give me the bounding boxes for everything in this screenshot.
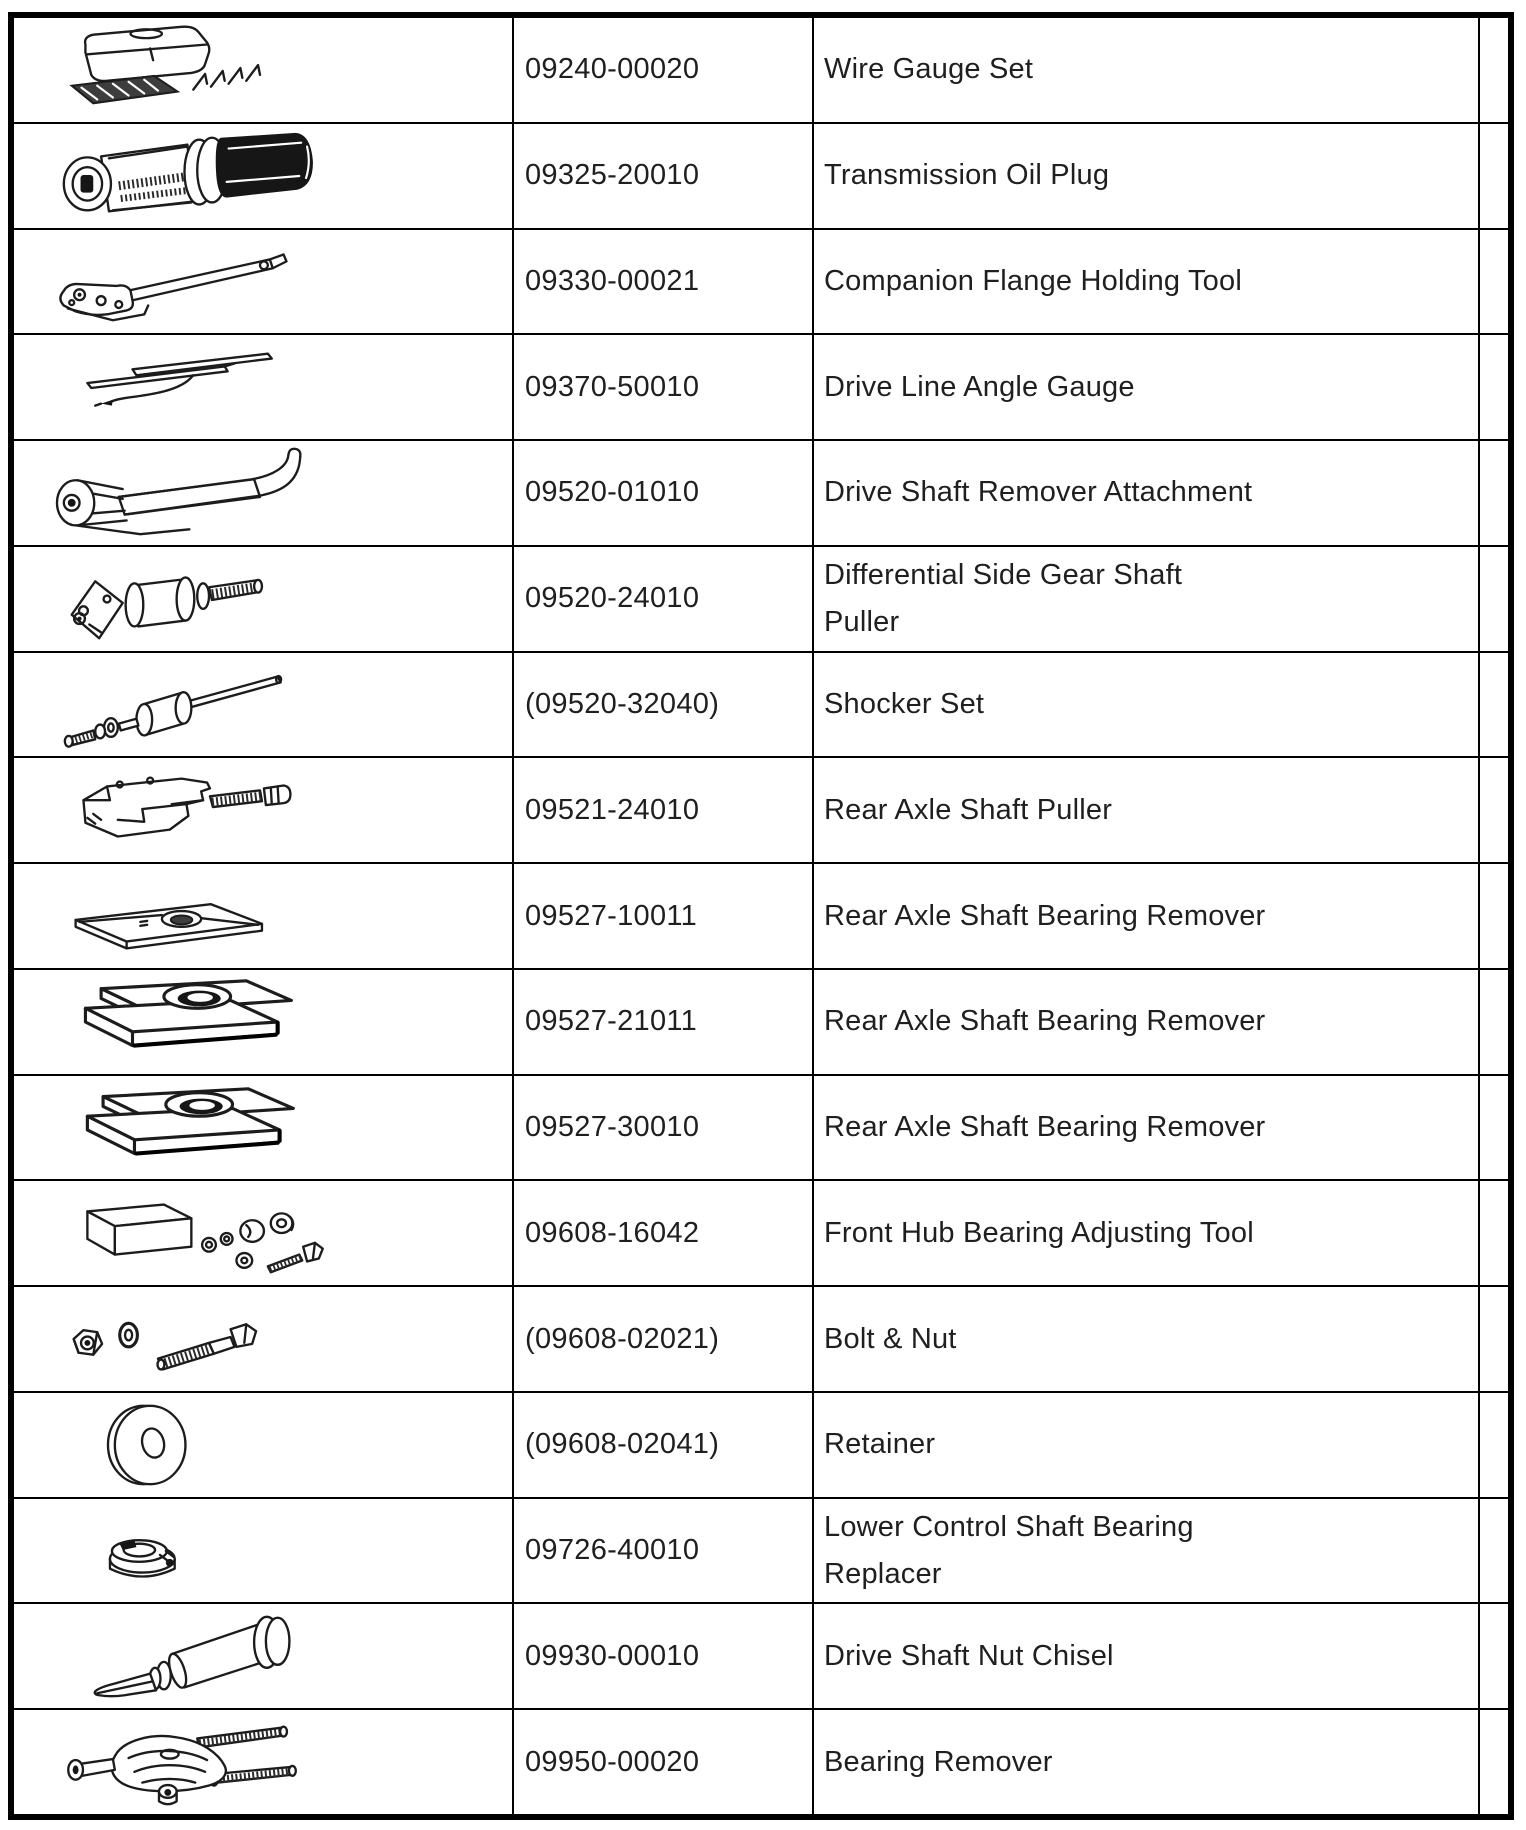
tool-name: Retainer [814, 1393, 1480, 1497]
tool-name: Bolt & Nut [814, 1287, 1480, 1391]
edge-column-cell [1480, 18, 1508, 122]
edge-column-cell [1480, 1499, 1508, 1603]
tool-name: Drive Shaft Remover Attachment [814, 441, 1480, 545]
edge-column-cell [1480, 230, 1508, 334]
tool-illustration-cell [14, 653, 514, 757]
edge-column-cell [1480, 441, 1508, 545]
tool-illustration-cell [14, 1393, 514, 1497]
edge-column-cell [1480, 1604, 1508, 1708]
tool-name: Shocker Set [814, 653, 1480, 757]
tool-illustration-cell [14, 758, 514, 862]
tool-name: Rear Axle Shaft Bearing Remover [814, 970, 1480, 1074]
tool-illustration-cell [14, 970, 514, 1074]
tool-name: Rear Axle Shaft Puller [814, 758, 1480, 862]
drive-line-angle-gauge-illustration [20, 336, 500, 438]
tool-illustration-cell [14, 547, 514, 651]
table-row [14, 1181, 1508, 1287]
part-number: 09608-16042 [514, 1181, 814, 1285]
tool-illustration-cell [14, 441, 514, 545]
part-number: 09527-10011 [514, 864, 814, 968]
bolt-and-nut-illustration [20, 1288, 500, 1390]
tool-name: Companion Flange Holding Tool [814, 230, 1480, 334]
rear-axle-shaft-bearing-remover-block-illustration [20, 971, 500, 1073]
front-hub-bearing-adjusting-tool-illustration [20, 1182, 500, 1284]
tool-illustration-cell [14, 230, 514, 334]
table-row [14, 1287, 1508, 1393]
tool-name: Differential Side Gear Shaft Puller [814, 547, 1480, 651]
table-row [14, 1499, 1508, 1605]
shocker-set-illustration [20, 653, 500, 755]
drive-shaft-nut-chisel-illustration [20, 1605, 500, 1707]
transmission-oil-plug-illustration [20, 125, 500, 227]
rear-axle-shaft-bearing-remover-plate-illustration [20, 865, 500, 967]
table-row [14, 1076, 1508, 1182]
bearing-remover-illustration [20, 1711, 500, 1813]
tool-name: Front Hub Bearing Adjusting Tool [814, 1181, 1480, 1285]
table-row [14, 1393, 1508, 1499]
edge-column-cell [1480, 970, 1508, 1074]
table-row [14, 970, 1508, 1076]
tool-name: Lower Control Shaft Bearing Replacer [814, 1499, 1480, 1603]
retainer-illustration [20, 1394, 500, 1496]
edge-column-cell [1480, 547, 1508, 651]
tool-name: Drive Shaft Nut Chisel [814, 1604, 1480, 1708]
part-number: (09608-02021) [514, 1287, 814, 1391]
part-number: (09608-02041) [514, 1393, 814, 1497]
differential-side-gear-shaft-puller-illustration [20, 548, 500, 650]
table-row [14, 547, 1508, 653]
table-row [14, 758, 1508, 864]
tool-illustration-cell [14, 124, 514, 228]
tool-name: Rear Axle Shaft Bearing Remover [814, 1076, 1480, 1180]
part-number: 09240-00020 [514, 18, 814, 122]
rear-axle-shaft-bearing-remover-block-illustration [20, 1077, 500, 1179]
part-number: 09370-50010 [514, 335, 814, 439]
part-number: 09520-24010 [514, 547, 814, 651]
table-row [14, 1604, 1508, 1710]
edge-column-cell [1480, 1076, 1508, 1180]
table-row [14, 653, 1508, 759]
tool-name: Drive Line Angle Gauge [814, 335, 1480, 439]
part-number: 09520-01010 [514, 441, 814, 545]
edge-column-cell [1480, 1181, 1508, 1285]
edge-column-cell [1480, 124, 1508, 228]
part-number: 09330-00021 [514, 230, 814, 334]
table-row [14, 230, 1508, 336]
part-number: 09521-24010 [514, 758, 814, 862]
edge-column-cell [1480, 1393, 1508, 1497]
tool-illustration-cell [14, 1604, 514, 1708]
special-tools-table [8, 12, 1514, 1820]
tool-illustration-cell [14, 1076, 514, 1180]
tool-illustration-cell [14, 1181, 514, 1285]
tool-illustration-cell [14, 864, 514, 968]
edge-column-cell [1480, 1710, 1508, 1814]
table-row [14, 441, 1508, 547]
part-number: 09527-30010 [514, 1076, 814, 1180]
drive-shaft-remover-attachment-illustration [20, 442, 500, 544]
edge-column-cell [1480, 864, 1508, 968]
tool-name: Transmission Oil Plug [814, 124, 1480, 228]
part-number: 09527-21011 [514, 970, 814, 1074]
table-row [14, 124, 1508, 230]
part-number: 09950-00020 [514, 1710, 814, 1814]
table-row [14, 335, 1508, 441]
part-number: 09325-20010 [514, 124, 814, 228]
table-row [14, 864, 1508, 970]
tool-illustration-cell [14, 1710, 514, 1814]
table-row [14, 18, 1508, 124]
part-number: 09930-00010 [514, 1604, 814, 1708]
edge-column-cell [1480, 335, 1508, 439]
rear-axle-shaft-puller-illustration [20, 759, 500, 861]
tool-illustration-cell [14, 1287, 514, 1391]
edge-column-cell [1480, 653, 1508, 757]
part-number: 09726-40010 [514, 1499, 814, 1603]
table-row [14, 1710, 1508, 1814]
companion-flange-holding-tool-illustration [20, 230, 500, 332]
edge-column-cell [1480, 758, 1508, 862]
lower-control-shaft-bearing-replacer-illustration [20, 1500, 500, 1602]
wire-gauge-set-illustration [20, 19, 500, 121]
tool-name: Wire Gauge Set [814, 18, 1480, 122]
edge-column-cell [1480, 1287, 1508, 1391]
tool-name: Bearing Remover [814, 1710, 1480, 1814]
part-number: (09520-32040) [514, 653, 814, 757]
tool-name: Rear Axle Shaft Bearing Remover [814, 864, 1480, 968]
tool-illustration-cell [14, 18, 514, 122]
tool-illustration-cell [14, 1499, 514, 1603]
tool-illustration-cell [14, 335, 514, 439]
